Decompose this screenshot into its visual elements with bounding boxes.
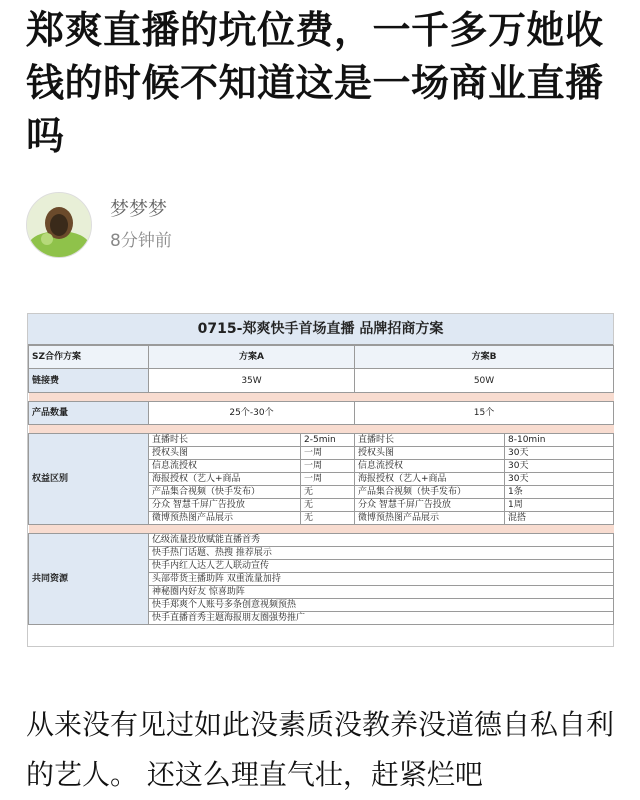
- rights-a-item: 微博预热图产品展示: [149, 512, 301, 525]
- qty-b: 15个: [355, 402, 614, 425]
- rights-b-value: 1周: [505, 499, 614, 512]
- rights-b-item: 授权头图: [355, 447, 505, 460]
- proposal-table: [28, 345, 614, 625]
- rights-a-item: 授权头图: [149, 447, 301, 460]
- spacer-row: [29, 425, 614, 434]
- shared-item: 快手直播首秀主题海报朋友圈强势推广: [149, 612, 614, 625]
- rights-a-value: 一周: [301, 447, 355, 460]
- shared-item: 快手热门话题、热搜 推荐展示: [149, 547, 614, 560]
- fee-label: 链接费: [29, 369, 149, 393]
- proposal-document-image: [27, 313, 614, 647]
- rights-label: 权益区别: [29, 434, 149, 525]
- rights-b-item: 信息流授权: [355, 460, 505, 473]
- rights-a-value: 无: [301, 499, 355, 512]
- rights-b-value: 30天: [505, 447, 614, 460]
- avatar-image-icon: [27, 193, 91, 257]
- table-row: [29, 534, 614, 547]
- plan-a-header: 方案A: [149, 346, 355, 369]
- col-header: SZ合作方案: [29, 346, 149, 369]
- qty-label: 产品数量: [29, 402, 149, 425]
- rights-a-item: 分众 智慧千屏广告投放: [149, 499, 301, 512]
- rights-b-item: 微博预热图产品展示: [355, 512, 505, 525]
- author-block[interactable]: [26, 190, 172, 260]
- fee-b: 50W: [355, 369, 614, 393]
- shared-label: 共同资源: [29, 534, 149, 625]
- post-time: 8分钟前: [110, 231, 172, 251]
- spacer-row: [29, 525, 614, 534]
- shared-item: 快手内红人达人艺人联动宣传: [149, 560, 614, 573]
- rights-a-value: 一周: [301, 473, 355, 486]
- rights-a-item: 直播时长: [149, 434, 301, 447]
- qty-a: 25个-30个: [149, 402, 355, 425]
- rights-b-value: 1条: [505, 486, 614, 499]
- rights-a-value: 无: [301, 486, 355, 499]
- spacer-row: [29, 393, 614, 402]
- plan-b-header: 方案B: [355, 346, 614, 369]
- rights-a-item: 信息流授权: [149, 460, 301, 473]
- table-row: [29, 434, 614, 447]
- headline: 郑爽直播的坑位费，一千多万她收钱的时候不知道这是一场商业直播吗: [26, 8, 604, 158]
- post-body-text: 从来没有见过如此没素质没教养没道德自私自利的艺人。 还这么理直气壮，赶紧烂吧: [26, 708, 615, 791]
- fee-a: 35W: [149, 369, 355, 393]
- table-header-row: [29, 346, 614, 369]
- rights-b-item: 产品集合视频（快手发布）: [355, 486, 505, 499]
- shared-item: 快手郑爽个人账号多条创意视频预热: [149, 599, 614, 612]
- rights-b-value: 30天: [505, 460, 614, 473]
- shared-item: 头部带货主播助阵 双重流量加持: [149, 573, 614, 586]
- rights-b-value: 8-10min: [505, 434, 614, 447]
- shared-item: 亿级流量投放赋能直播首秀: [149, 534, 614, 547]
- rights-b-value: 混搭: [505, 512, 614, 525]
- fee-row: [29, 369, 614, 393]
- rights-b-item: 海报授权（艺人+商品: [355, 473, 505, 486]
- shared-item: 神秘圈内好友 惊喜助阵: [149, 586, 614, 599]
- doc-title: 0715-郑爽快手首场直播 品牌招商方案: [28, 314, 613, 345]
- rights-a-item: 产品集合视频（快手发布）: [149, 486, 301, 499]
- qty-row: [29, 402, 614, 425]
- rights-a-item: 海报授权（艺人+商品: [149, 473, 301, 486]
- rights-b-item: 直播时长: [355, 434, 505, 447]
- avatar[interactable]: [26, 192, 92, 258]
- rights-a-value: 2-5min: [301, 434, 355, 447]
- rights-a-value: 一周: [301, 460, 355, 473]
- rights-b-value: 30天: [505, 473, 614, 486]
- rights-a-value: 无: [301, 512, 355, 525]
- author-name[interactable]: 梦梦梦: [110, 198, 168, 220]
- rights-b-item: 分众 智慧千屏广告投放: [355, 499, 505, 512]
